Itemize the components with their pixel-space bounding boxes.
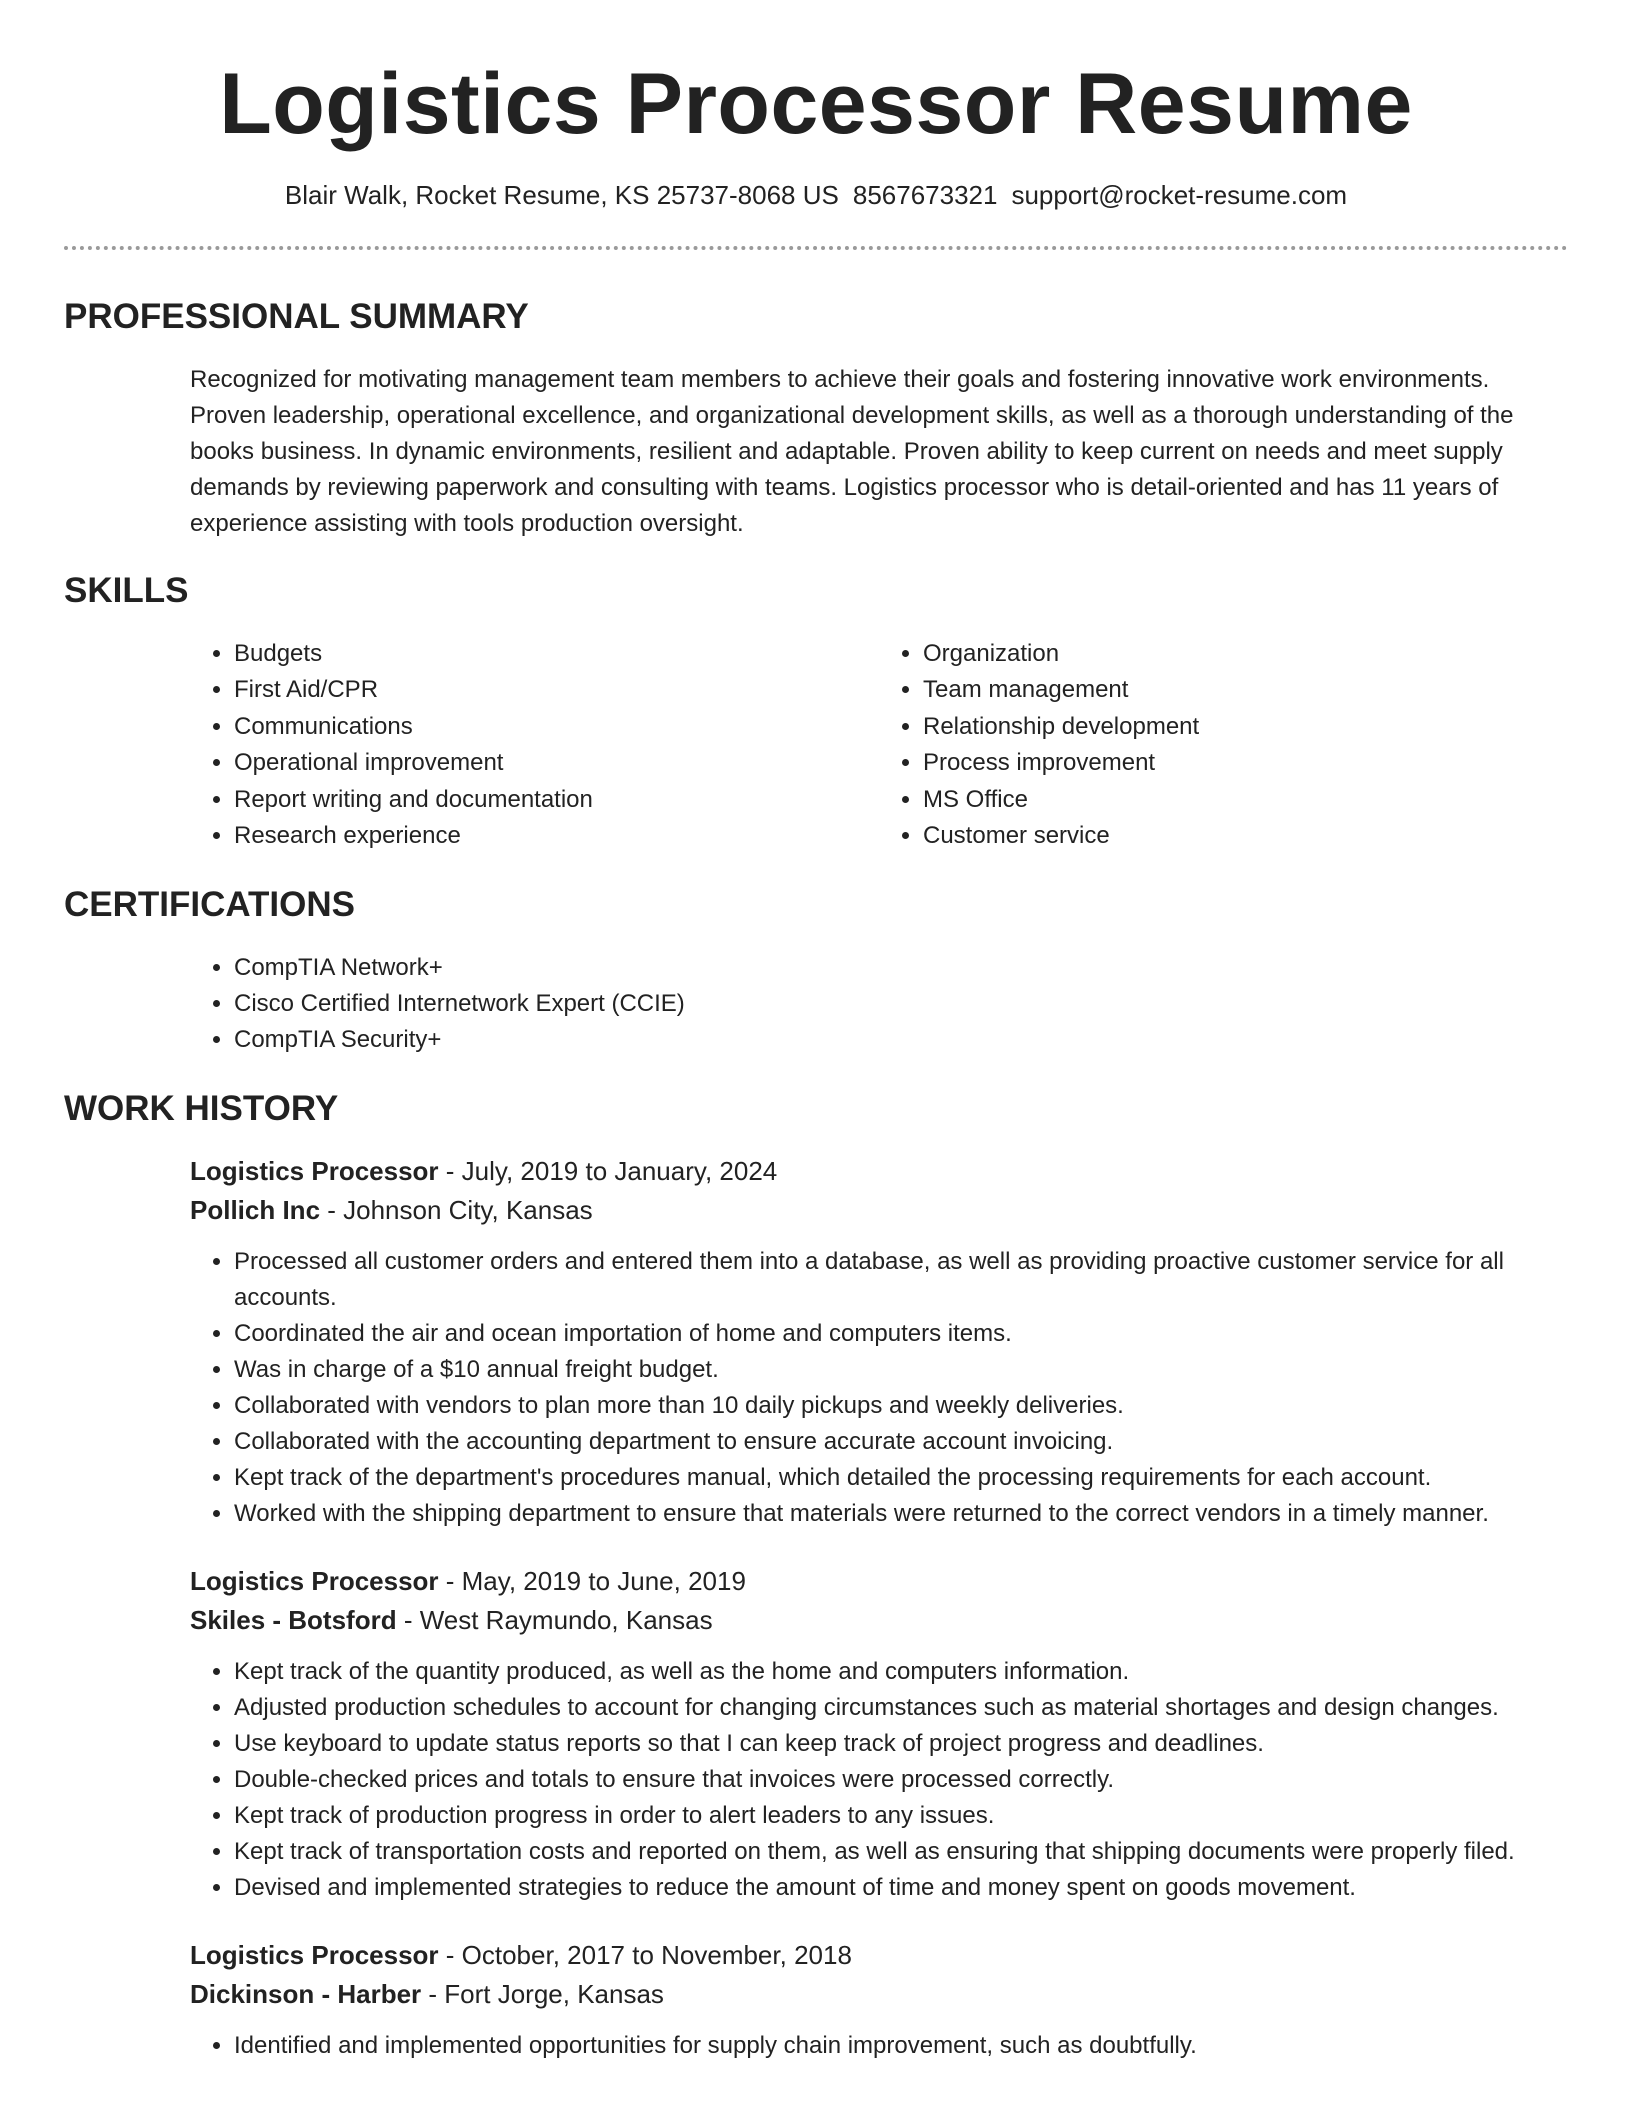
contact-address: Blair Walk, Rocket Resume, KS 25737-8068 US bbox=[284, 180, 839, 210]
job-company-line bbox=[190, 1601, 1568, 1640]
job-bullet: • Was in charge of a $10 annual freight budget. bbox=[234, 1352, 1568, 1388]
job-bullet: • Processed all customer orders and entered them into a database, as well as providing proactive customer service for all accounts. bbox=[234, 1244, 1568, 1316]
job-location: - West Raymundo, Kansas bbox=[396, 1605, 713, 1636]
job-entry bbox=[190, 1562, 1568, 1906]
skill-item: • MS Office bbox=[923, 782, 1568, 818]
job-title: Logistics Processor bbox=[190, 1156, 439, 1187]
summary-text: Recognized for motivating management team members to achieve their goals and fostering innovative work environments. Proven leadership, operational excellence, and organizational development skills, as well as a thorough understanding of the books business. In dynamic environments, resilient and adaptable. Proven ability to keep current on needs and meet supply demands by reviewing paperwork and consulting with teams. Logistics processor who is detail-oriented and has 11 years of experience assisting with tools production oversight. bbox=[190, 366, 1514, 537]
certification-item: • CompTIA Network+ bbox=[234, 950, 1568, 986]
skills-list-right bbox=[879, 636, 1568, 854]
job-bullet: • Kept track of the department's procedures manual, which detailed the processing requirements for each account. bbox=[234, 1460, 1568, 1496]
skill-item: • Customer service bbox=[923, 818, 1568, 854]
job-title-line bbox=[190, 1936, 1568, 1975]
job-company: Dickinson - Harber bbox=[190, 1979, 422, 2010]
job-bullet: • Collaborated with vendors to plan more than 10 daily pickups and weekly deliveries. bbox=[234, 1388, 1568, 1424]
job-bullet: • Kept track of the quantity produced, as well as the home and computers information. bbox=[234, 1654, 1568, 1690]
skill-item: • Relationship development bbox=[923, 709, 1568, 745]
job-bullet: • Use keyboard to update status reports so that I can keep track of project progress and deadlines. bbox=[234, 1726, 1568, 1762]
skills-section bbox=[64, 570, 1568, 854]
summary-heading: PROFESSIONAL SUMMARY bbox=[64, 297, 529, 336]
skill-item: • Budgets bbox=[234, 636, 879, 672]
job-bullet: • Kept track of production progress in order to alert leaders to any issues. bbox=[234, 1798, 1568, 1834]
job-company: Skiles - Botsford bbox=[190, 1605, 397, 1636]
job-bullet: • Worked with the shipping department to ensure that materials were returned to the correct vendors in a timely manner. bbox=[234, 1496, 1568, 1532]
job-bullet: • Coordinated the air and ocean importation of home and computers items. bbox=[234, 1316, 1568, 1352]
contact-line bbox=[64, 178, 1568, 212]
skill-item: • First Aid/CPR bbox=[234, 672, 879, 708]
certifications-heading: CERTIFICATIONS bbox=[64, 885, 356, 925]
job-dates: - October, 2017 to November, 2018 bbox=[438, 1940, 852, 1971]
job-title: Logistics Processor bbox=[190, 1566, 439, 1597]
job-location: - Fort Jorge, Kansas bbox=[421, 1979, 664, 2010]
job-entry bbox=[190, 1152, 1568, 1532]
skills-heading: SKILLS bbox=[64, 571, 189, 610]
job-dates: - May, 2019 to June, 2019 bbox=[438, 1566, 746, 1597]
skills-list-left bbox=[190, 636, 879, 854]
job-bullet-list bbox=[190, 1654, 1568, 1906]
certifications-list bbox=[190, 950, 1568, 1058]
job-bullet: • Collaborated with the accounting department to ensure accurate account invoicing. bbox=[234, 1424, 1568, 1460]
skills-columns bbox=[190, 636, 1568, 854]
job-bullet: • Adjusted production schedules to account for changing circumstances such as material shortages and design changes. bbox=[234, 1690, 1568, 1726]
job-company-line bbox=[190, 1975, 1568, 2014]
skill-item: • Process improvement bbox=[923, 745, 1568, 781]
job-bullet-list bbox=[190, 1244, 1568, 1532]
resume-page bbox=[64, 0, 1568, 2064]
job-title-line bbox=[190, 1152, 1568, 1191]
job-dates: - July, 2019 to January, 2024 bbox=[438, 1156, 778, 1187]
job-bullet: • Devised and implemented strategies to reduce the amount of time and money spent on goods movement. bbox=[234, 1870, 1568, 1906]
job-entry bbox=[190, 1936, 1568, 2064]
certification-item: • CompTIA Security+ bbox=[234, 1022, 1568, 1058]
job-bullet: • Identified and implemented opportunities for supply chain improvement, such as doubtfully. bbox=[234, 2028, 1568, 2064]
summary-section bbox=[64, 296, 1568, 542]
certifications-section bbox=[64, 884, 1568, 1058]
skill-item: • Report writing and documentation bbox=[234, 782, 879, 818]
job-title: Logistics Processor bbox=[190, 1940, 439, 1971]
job-title-line bbox=[190, 1562, 1568, 1601]
job-bullet-list bbox=[190, 2028, 1568, 2064]
skill-item: • Operational improvement bbox=[234, 745, 879, 781]
job-bullet: • Kept track of transportation costs and reported on them, as well as ensuring that shipping documents were properly filed. bbox=[234, 1834, 1568, 1870]
skill-item: • Communications bbox=[234, 709, 879, 745]
skill-item: • Team management bbox=[923, 672, 1568, 708]
work-history-heading: WORK HISTORY bbox=[64, 1089, 339, 1129]
resume-title: Logistics Processor Resume bbox=[219, 56, 1413, 152]
job-bullet: • Double-checked prices and totals to ensure that invoices were processed correctly. bbox=[234, 1762, 1568, 1798]
header-divider bbox=[64, 246, 1568, 250]
work-history-section bbox=[64, 1088, 1568, 2064]
job-location: - Johnson City, Kansas bbox=[320, 1195, 593, 1226]
skill-item: • Research experience bbox=[234, 818, 879, 854]
skill-item: • Organization bbox=[923, 636, 1568, 672]
certification-item: • Cisco Certified Internetwork Expert (CCIE) bbox=[234, 986, 1568, 1022]
job-company: Pollich Inc bbox=[190, 1195, 321, 1226]
job-company-line bbox=[190, 1191, 1568, 1230]
contact-email: support@rocket-resume.com bbox=[1011, 180, 1348, 210]
contact-phone: 8567673321 bbox=[852, 180, 998, 210]
